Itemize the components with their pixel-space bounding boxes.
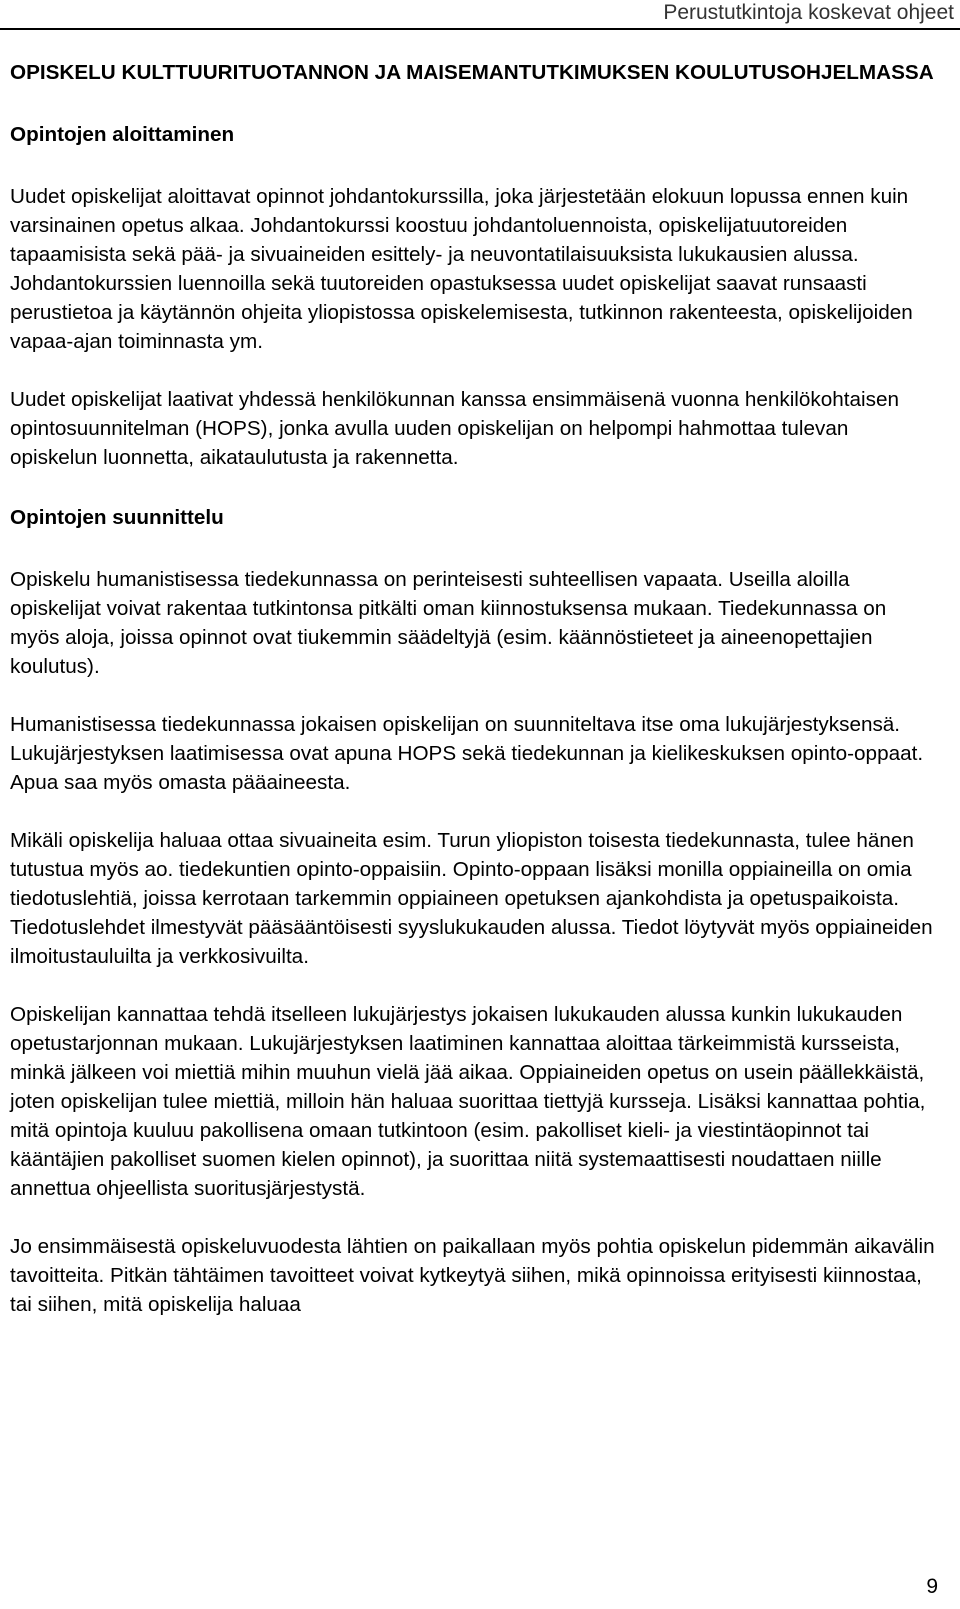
paragraph: Opiskelu humanistisessa tiedekunnassa on perinteisesti suhteellisen vapaata. Useilla aloilla opiskelijat voivat rakentaa tutkintonsa pitkälti oman kiinnostuksensa mukaan. Tiedekunnassa on myös aloja, joissa opinnot ovat tiukemmin säädeltyjä (esim. käännöstieteet ja aineenopettajien koulutus). — [10, 568, 887, 678]
section-heading-suunnittelu: Opintojen suunnittelu — [10, 506, 224, 529]
paragraph: Humanistisessa tiedekunnassa jokaisen opiskelijan on suunniteltava itse oma lukujärjestyksensä. Lukujärjestyksen laatimisessa ovat apuna HOPS sekä tiedekunnan ja kielikeskuksen opinto-oppaat. Apua saa myös omasta pääaineesta. — [10, 713, 924, 794]
section-heading-aloittaminen: Opintojen aloittaminen — [10, 123, 235, 146]
document-title: OPISKELU KULTTUURITUOTANNON JA MAISEMANTUTKIMUKSEN KOULUTUSOHJELMASSA — [10, 61, 934, 84]
running-header: Perustutkintoja koskevat ohjeet — [663, 1, 954, 24]
paragraph: Uudet opiskelijat aloittavat opinnot johdantokurssilla, joka järjestetään elokuun lopussa ennen kuin varsinainen opetus alkaa. Johdantokurssi koostuu johdantoluennoista, opiskelijatuutoreiden tapaamisista sekä pää- ja sivuaineiden esittely- ja neuvontatilaisuuksista lukukausien alussa. Johdantokurssien luennoilla sekä tuutoreiden opastuksessa uudet opiskelijat saavat runsaasti perustietoa ja käytännön ohjeita yliopistossa opiskelemisesta, tutkinnon rakenteesta, opiskelijoiden vapaa-ajan toiminnasta ym. — [10, 185, 913, 353]
page-number: 9 — [926, 1575, 938, 1598]
paragraph: Uudet opiskelijat laativat yhdessä henkilökunnan kanssa ensimmäisenä vuonna henkilökohtaisen opintosuunnitelman (HOPS), jonka avulla uuden opiskelijan on helpompi hahmottaa tulevan opiskelun luonnetta, aikataulutusta ja rakennetta. — [10, 388, 899, 469]
paragraph: Mikäli opiskelija haluaa ottaa sivuaineita esim. Turun yliopiston toisesta tiedekunnasta, tulee hänen tutustua myös ao. tiedekuntien opinto-oppaisiin. Opinto-oppaan lisäksi monilla oppiaineilla on omia tiedotuslehtiä, joissa kerrotaan tarkemmin oppiaineen opetuksen ajankohdista ja opetuspaikoista. Tiedotuslehdet ilmestyvät pääsääntöisesti syyslukukauden alussa. Tiedot löytyvät myös oppiaineiden ilmoitustauluilta ja verkkosivuilta. — [10, 829, 933, 968]
paragraph: Jo ensimmäisestä opiskeluvuodesta lähtien on paikallaan myös pohtia opiskelun pidemmän aikavälin tavoitteita. Pitkän tähtäimen tavoitteet voivat kytkeytyä siihen, mikä opinnoissa erityisesti kiinnostaa, tai siihen, mitä opiskelija haluaa — [10, 1235, 935, 1316]
paragraph: Opiskelijan kannattaa tehdä itselleen lukujärjestys jokaisen lukukauden alussa kunkin lukukauden opetustarjonnan mukaan. Lukujärjestyksen laatiminen kannattaa aloittaa tärkeimmistä kursseista, minkä jälkeen voi miettiä mihin muuhun vielä jää aikaa. Oppiaineiden opetus on usein päällekkäistä, joten opiskelijan tulee miettiä, milloin hän haluaa suorittaa tiettyjä kursseja. Lisäksi kannattaa pohtia, mitä opintoja kuuluu pakollisena omaan tutkintoon (esim. pakolliset kieli- ja viestintäopinnot tai kääntäjien pakolliset suomen kielen opinnot), ja suorittaa niitä systemaattisesti noudattaen niille annettua ohjeellista suoritusjärjestystä. — [10, 1003, 926, 1200]
page-body — [10, 58, 940, 1319]
header-divider — [0, 28, 960, 30]
